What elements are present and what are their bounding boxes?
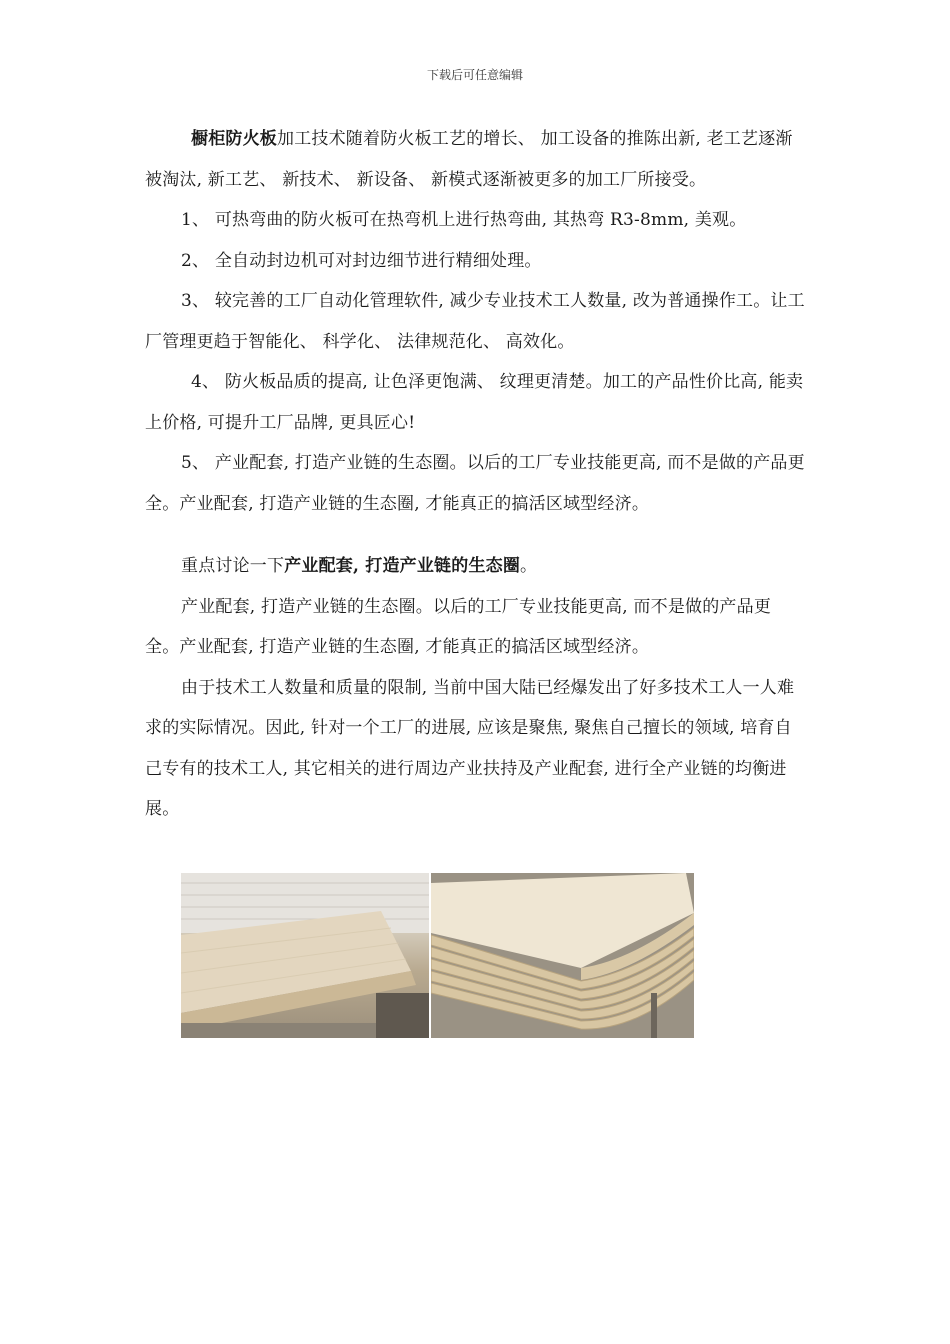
stacked-boards-illustration xyxy=(431,873,694,1038)
list-item: 2、 全自动封边机可对封边细节进行精细处理。 xyxy=(181,250,542,271)
list-item: 3、 较完善的工厂自动化管理软件, 减少专业技术工人数量, 改为普通操作工。让工厂管理更趋于智能化、 科学化、 法律规范化、 高效化。 xyxy=(145,291,805,352)
list-item: 5、 产业配套, 打造产业链的生态圈。以后的工厂专业技能更高, 而不是做的产品更全。产业配套, 打造产业链的生态圈, 才能真正的搞活区域型经济。 xyxy=(145,453,805,514)
intro-bold: 橱柜防火板 xyxy=(191,129,277,149)
list-item: 1、 可热弯曲的防火板可在热弯机上进行热弯曲, 其热弯 R3-8mm, 美观。 xyxy=(181,210,747,230)
focus-prefix: 重点讨论一下 xyxy=(181,556,285,576)
photo-stacked-boards xyxy=(431,873,694,1038)
list-item: 4、 防火板品质的提高, 让色泽更饱满、 纹理更清楚。加工的产品性价比高, 能卖上价格, 可提升工厂品牌, 更具匠心! xyxy=(145,372,804,433)
body-paragraph: 产业配套, 打造产业链的生态圈。以后的工厂专业技能更高, 而不是做的产品更全。产业配套, 打造产业链的生态圈, 才能真正的搞活区域型经济。 xyxy=(145,596,772,657)
focus-heading xyxy=(145,546,805,587)
focus-bold: 产业配套, 打造产业链的生态圈 xyxy=(284,556,521,576)
spacer xyxy=(145,524,805,546)
focus-suffix: 。 xyxy=(520,556,538,576)
intro-paragraph xyxy=(145,119,805,200)
product-photos xyxy=(181,873,694,1038)
countertop-illustration xyxy=(181,873,429,1038)
intro-text: 加工技术随着防火板工艺的增长、 加工设备的推陈出新, 老工艺逐渐被淘汰, 新工艺、 新技术、 新设备、 新模式逐渐被更多的加工厂所接受。 xyxy=(145,129,793,190)
photo-countertop-edge xyxy=(181,873,429,1038)
body-paragraph: 由于技术工人数量和质量的限制, 当前中国大陆已经爆发出了好多技术工人一人难求的实际情况。因此, 针对一个工厂的进展, 应该是聚焦, 聚焦自己擅长的领域, 培育自己专有的技术工人, 其它相关的进行周边产业扶持及产业配套, 进行全产业链的均衡进展。 xyxy=(145,677,795,819)
page-header: 下载后可任意编辑 xyxy=(426,68,523,82)
document-body xyxy=(145,119,805,830)
